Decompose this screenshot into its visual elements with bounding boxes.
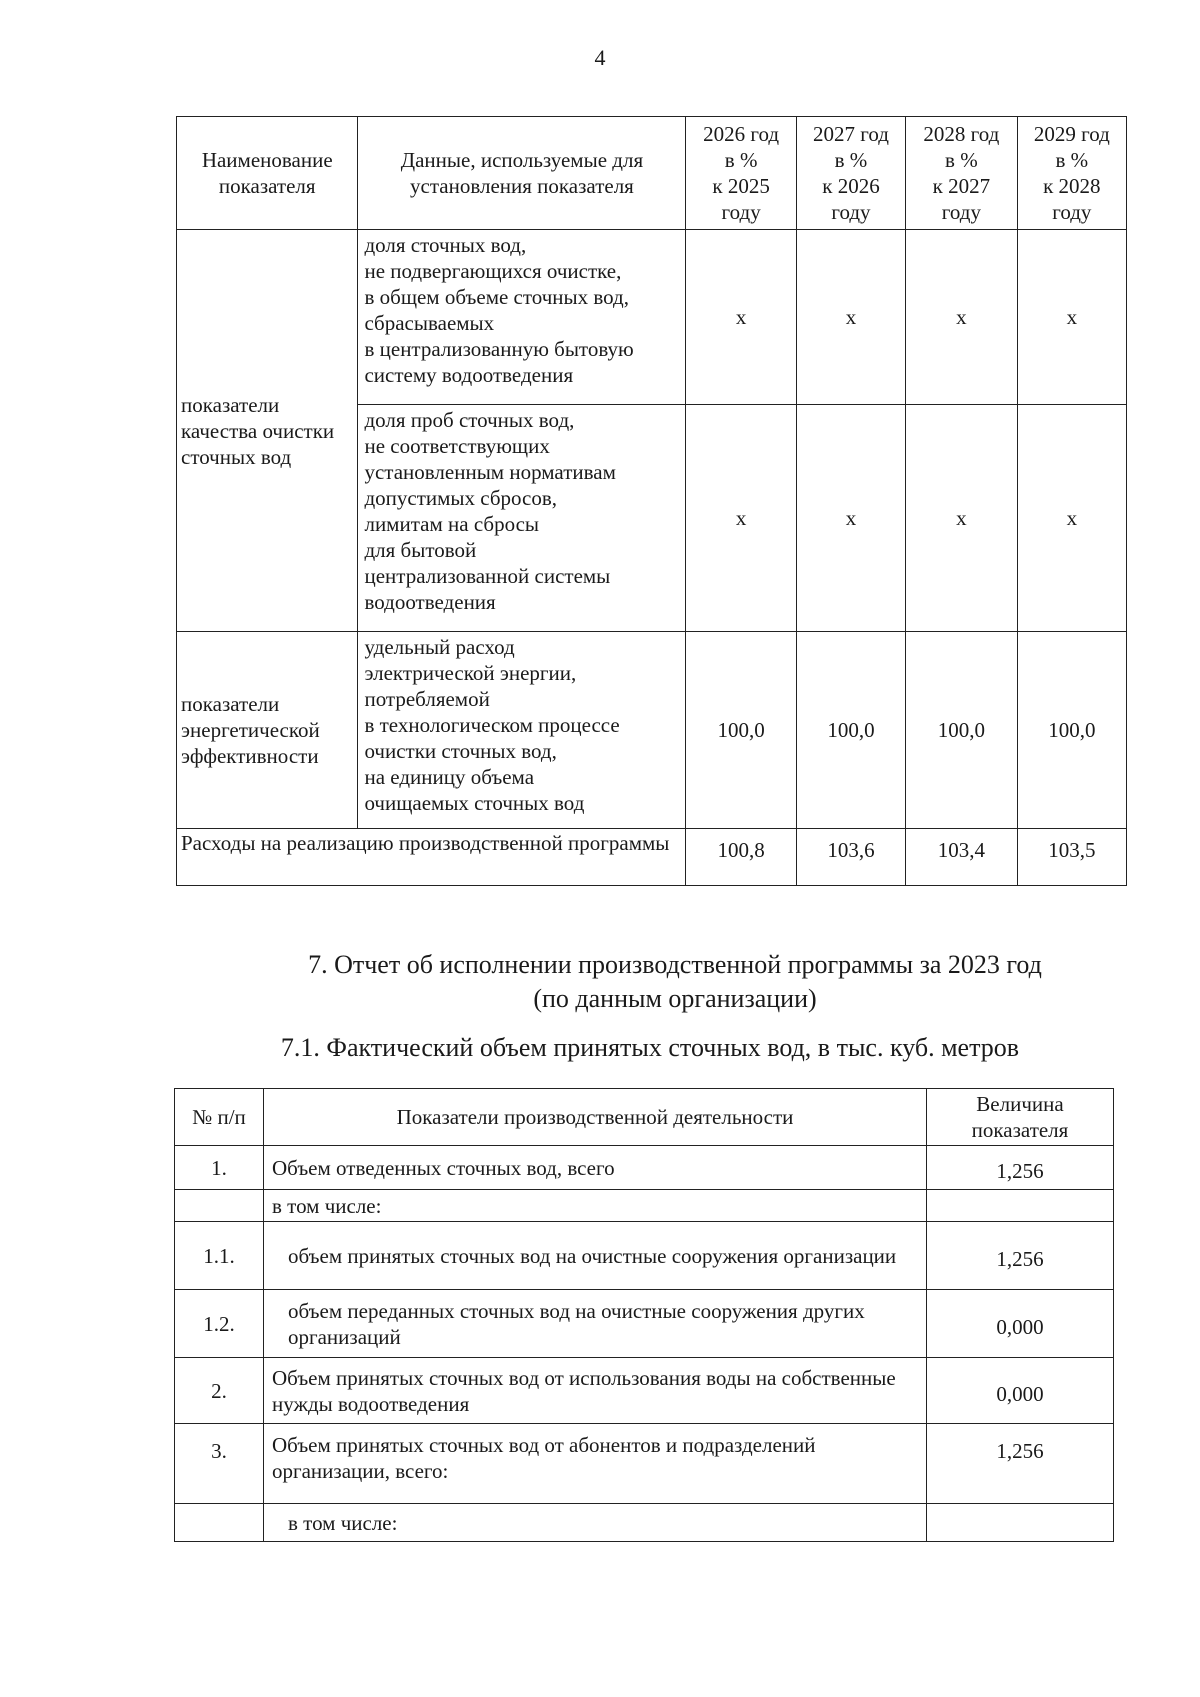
total-row [177, 829, 1127, 886]
header-year-2028: 2028 год в % к 2027 году [906, 117, 1018, 230]
group-name-cleaning-quality: показатели качества очистки сточных вод [177, 230, 358, 632]
value-cell: 100,0 [1017, 632, 1126, 829]
table-row [175, 1222, 1114, 1290]
row-value: 0,000 [927, 1358, 1114, 1424]
value-cell: х [1017, 405, 1126, 632]
header-year-2026: 2026 год в % к 2025 году [686, 117, 796, 230]
row-number: 1.2. [175, 1290, 264, 1358]
value-cell: х [796, 405, 905, 632]
table-header-row [175, 1089, 1114, 1146]
value-cell: 103,6 [796, 829, 905, 886]
table-row [177, 230, 1127, 405]
value-cell: х [906, 230, 1018, 405]
header-number: № п/п [175, 1089, 264, 1146]
row-text: Объем отведенных сточных вод, всего [264, 1146, 927, 1190]
row-number: 3. [175, 1424, 264, 1504]
header-data-used: Данные, используемые для установления показателя [358, 117, 686, 230]
total-label: Расходы на реализацию производственной программы [177, 829, 686, 886]
table-header-row [177, 117, 1127, 230]
value-cell: 103,4 [906, 829, 1018, 886]
header-indicator-name: Наименование показателя [177, 117, 358, 230]
wastewater-volume-table [174, 1088, 1114, 1542]
row-value: 1,256 [927, 1424, 1114, 1504]
value-cell: х [1017, 230, 1126, 405]
row-value [927, 1504, 1114, 1542]
row-value: 0,000 [927, 1290, 1114, 1358]
value-cell: х [686, 230, 796, 405]
header-value: Величина показателя [927, 1089, 1114, 1146]
row-description: доля проб сточных вод, не соответствующих установленным нормативам допустимых сбросов, лимитам на сбросы для бытовой централизованной системы водоотведения [358, 405, 686, 632]
indicators-table [176, 116, 1127, 886]
table-row [175, 1358, 1114, 1424]
table-row [175, 1190, 1114, 1222]
section-7-1-heading: 7.1. Фактический объем принятых сточных вод, в тыс. куб. метров [280, 1033, 1020, 1062]
row-text: Объем принятых сточных вод от абонентов и подразделений организации, всего: [264, 1424, 927, 1504]
row-value [927, 1190, 1114, 1222]
header-year-2027: 2027 год в % к 2026 году [796, 117, 905, 230]
value-cell: 100,0 [796, 632, 905, 829]
row-number: 2. [175, 1358, 264, 1424]
row-description: доля сточных вод, не подвергающихся очистке, в общем объеме сточных вод, сбрасываемых в централизованную бытовую систему водоотведения [358, 230, 686, 405]
group-name-energy-efficiency: показатели энергетической эффективности [177, 632, 358, 829]
table-row [177, 632, 1127, 829]
row-value: 1,256 [927, 1222, 1114, 1290]
value-cell: х [686, 405, 796, 632]
row-number: 1. [175, 1146, 264, 1190]
header-indicator: Показатели производственной деятельности [264, 1089, 927, 1146]
table-row [175, 1146, 1114, 1190]
table-row [175, 1504, 1114, 1542]
table-row [175, 1424, 1114, 1504]
row-text: объем принятых сточных вод на очистные сооружения организации [264, 1222, 927, 1290]
header-year-2029: 2029 год в % к 2028 году [1017, 117, 1126, 230]
page-number: 4 [594, 45, 606, 70]
row-value: 1,256 [927, 1146, 1114, 1190]
row-description: удельный расход электрической энергии, потребляемой в технологическом процессе очистки сточных вод, на единицу объема очищаемых сточных вод [358, 632, 686, 829]
value-cell: 100,8 [686, 829, 796, 886]
value-cell: 100,0 [686, 632, 796, 829]
row-number [175, 1504, 264, 1542]
row-text: Объем принятых сточных вод от использования воды на собственные нужды водоотведения [264, 1358, 927, 1424]
table-row [175, 1290, 1114, 1358]
value-cell: х [796, 230, 905, 405]
row-text: в том числе: [264, 1504, 927, 1542]
value-cell: 103,5 [1017, 829, 1126, 886]
row-number: 1.1. [175, 1222, 264, 1290]
section-7-heading: 7. Отчет об исполнении производственной программы за 2023 год (по данным организации) [308, 950, 1042, 1013]
value-cell: х [906, 405, 1018, 632]
value-cell: 100,0 [906, 632, 1018, 829]
row-text: объем переданных сточных вод на очистные сооружения других организаций [264, 1290, 927, 1358]
row-number [175, 1190, 264, 1222]
row-text: в том числе: [264, 1190, 927, 1222]
